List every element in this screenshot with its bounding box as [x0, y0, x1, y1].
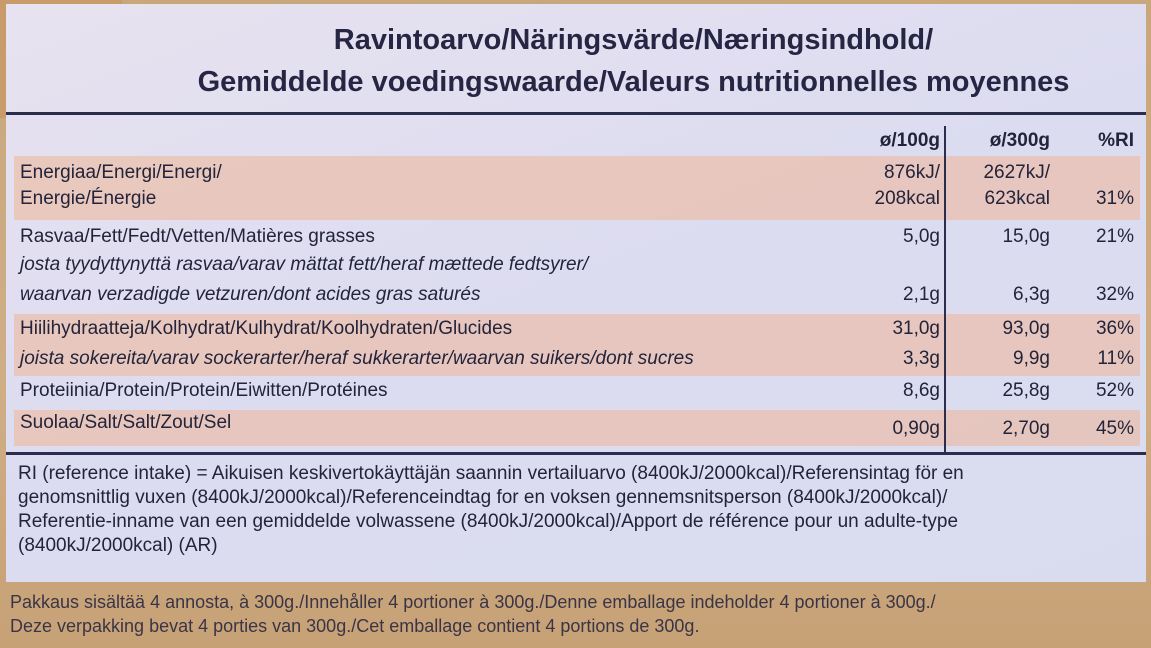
energy-kj-300: 2627kJ/ — [983, 162, 1050, 183]
sugars-ri: 11% — [1097, 348, 1134, 369]
energy-label-1: Energiaa/Energi/Energi/ — [20, 162, 222, 183]
header-ri: %RI — [1098, 130, 1134, 151]
title-divider — [6, 112, 1146, 115]
sat-label-2: waarvan verzadigde vetzuren/dont acides gras saturés — [20, 284, 481, 305]
package-info-line: Deze verpakking bevat 4 porties van 300g./Cet emballage contient 4 portions de 300g. — [10, 616, 700, 636]
title-line-1: Ravintoarvo/Näringsvärde/Næringsindhold/ — [333, 24, 934, 56]
ri-note-line: genomsnittlig vuxen (8400kJ/2000kcal)/Referenceindtag for en voksen gennemsnitsperson (8400kJ/2000kcal)/ — [18, 487, 948, 508]
protein-300: 25,8g — [1002, 380, 1050, 401]
sat-100: 2,1g — [903, 284, 940, 305]
salt-100: 0,90g — [892, 418, 940, 439]
salt-300: 2,70g — [1002, 418, 1050, 439]
sat-300: 6,3g — [1013, 284, 1050, 305]
fat-label: Rasvaa/Fett/Fedt/Vetten/Matières grasses — [20, 226, 375, 247]
carbs-100: 31,0g — [892, 318, 940, 339]
salt-ri: 45% — [1095, 418, 1134, 439]
fat-100: 5,0g — [903, 226, 940, 247]
sat-ri: 32% — [1095, 284, 1134, 305]
sugars-100: 3,3g — [903, 348, 940, 369]
carbs-ri: 36% — [1095, 318, 1134, 339]
package-info — [10, 590, 936, 638]
energy-label-2: Energie/Énergie — [20, 188, 157, 209]
ri-note — [18, 462, 1128, 558]
protein-100: 8,6g — [903, 380, 940, 401]
header-per100: ø/100g — [879, 130, 940, 151]
title-line-2: Gemiddelde voedingswaarde/Valeurs nutritionnelles moyennes — [197, 66, 1070, 98]
protein-label: Proteiinia/Protein/Protein/Eiwitten/Protéines — [20, 380, 388, 401]
nutrition-table — [14, 118, 1140, 452]
energy-kcal-100: 208kcal — [874, 188, 940, 209]
fat-300: 15,0g — [1002, 226, 1050, 247]
sat-label-1: josta tyydyttynyttä rasvaa/varav mättat fett/heraf mættede fedtsyrer/ — [20, 254, 589, 275]
nutrition-panel — [6, 4, 1146, 582]
header-per300: ø/300g — [989, 130, 1050, 151]
protein-ri: 52% — [1095, 380, 1134, 401]
sugars-label: joista sokereita/varav sockerarter/heraf sukkerarter/waarvan suikers/dont sucres — [20, 348, 694, 369]
salt-label: Suolaa/Salt/Salt/Zout/Sel — [20, 412, 232, 433]
package-info-line: Pakkaus sisältää 4 annosta, à 300g./Innehåller 4 portioner à 300g./Denne emballage indeholder 4 portioner à 300g./ — [10, 592, 936, 612]
sugars-300: 9,9g — [1013, 348, 1050, 369]
ri-note-line: Referentie-inname van een gemiddelde volwassene (8400kJ/2000kcal)/Apport de référence pour un adulte-type — [18, 511, 959, 532]
fat-ri: 21% — [1095, 226, 1134, 247]
carbs-300: 93,0g — [1002, 318, 1050, 339]
energy-ri: 31% — [1095, 188, 1134, 209]
carbs-label: Hiilihydraatteja/Kolhydrat/Kulhydrat/Koolhydraten/Glucides — [20, 318, 513, 339]
column-divider — [944, 126, 946, 452]
table-bottom-divider — [6, 452, 1146, 455]
energy-kj-100: 876kJ/ — [884, 162, 940, 183]
ri-note-line: RI (reference intake) = Aikuisen keskivertokäyttäjän saannin vertailuarvo (8400kJ/2000kcal)/Referensintag för en — [18, 463, 964, 484]
ri-note-line: (8400kJ/2000kcal) (AR) — [18, 535, 218, 556]
energy-kcal-300: 623kcal — [984, 188, 1050, 209]
